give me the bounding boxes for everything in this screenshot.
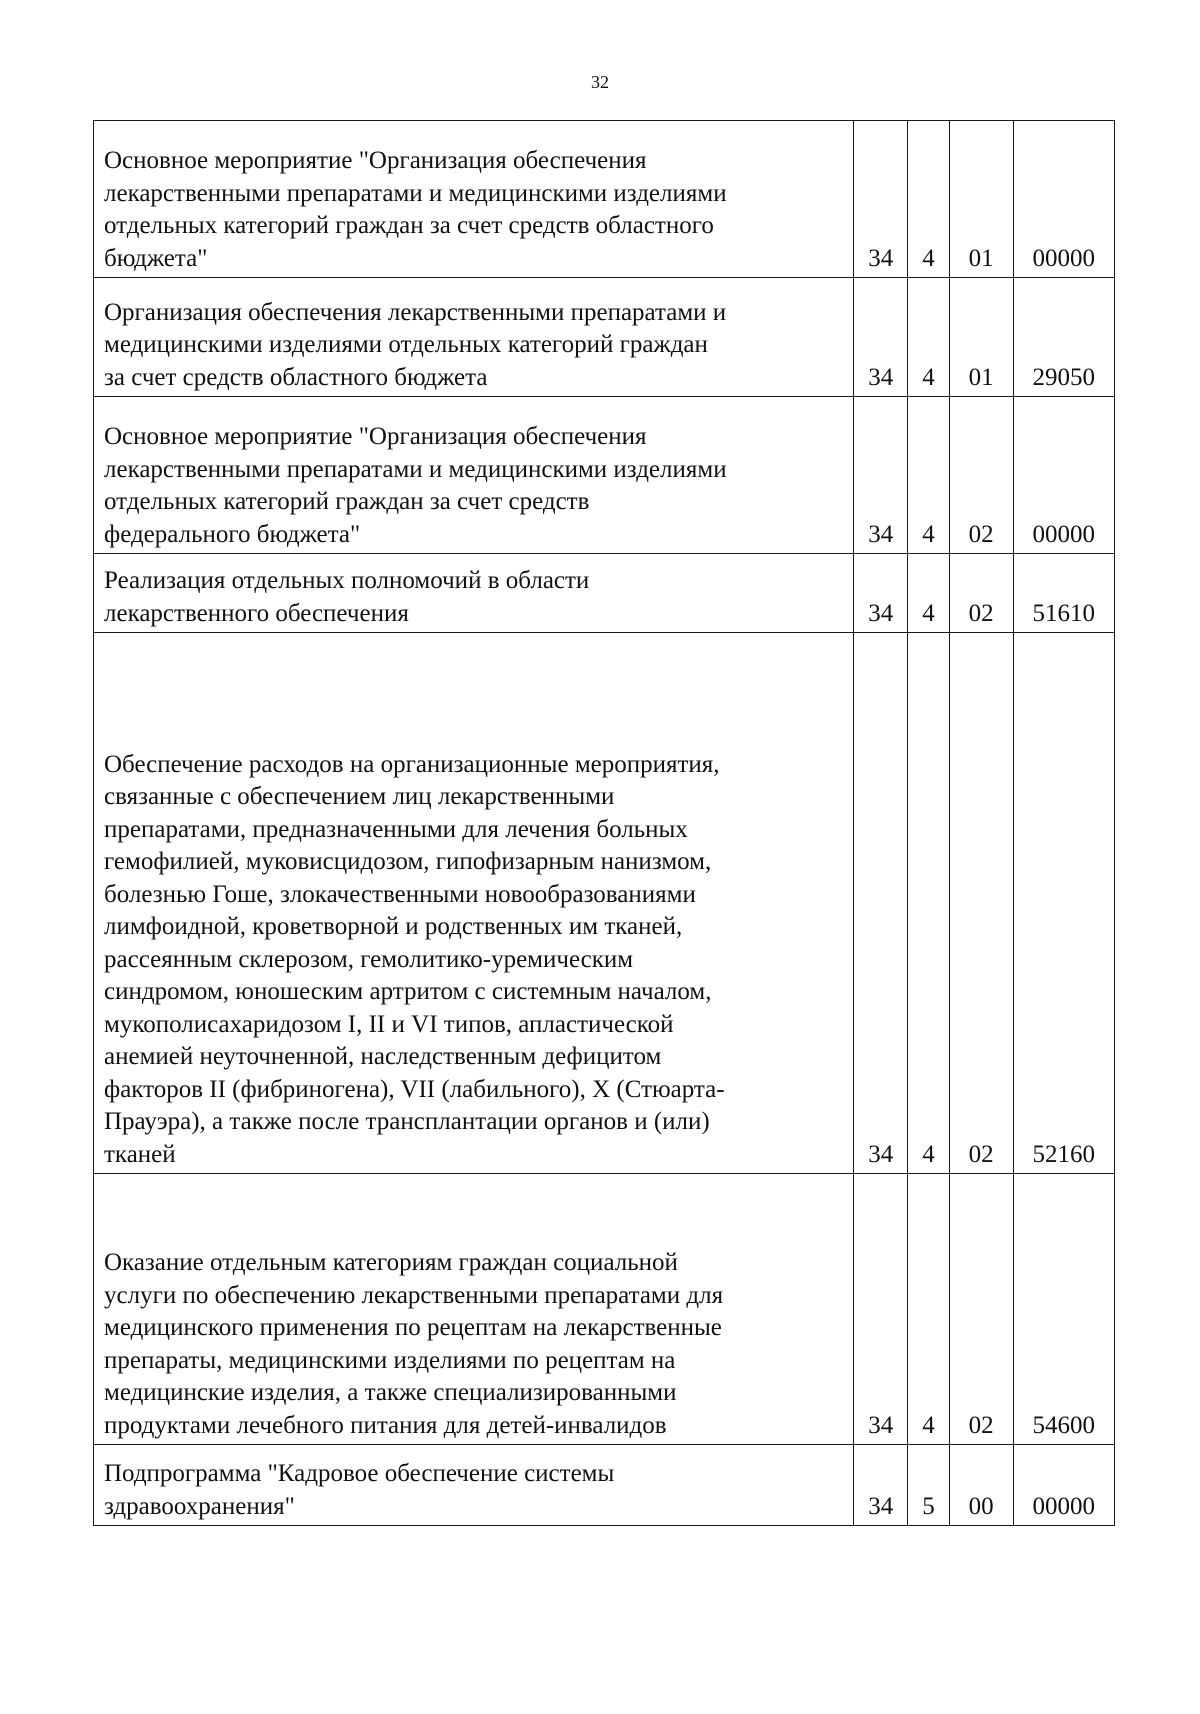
row-description: [94, 1174, 854, 1445]
description-line: медицинские изделия, а также специализированными: [104, 1379, 677, 1406]
description-line: за счет средств областного бюджета: [104, 363, 488, 391]
table-row: [94, 121, 1115, 278]
description-line: синдромом, юношеским артритом с системным началом,: [104, 978, 712, 1005]
description-line: рассеянным склерозом, гемолитико-уремическим: [104, 945, 634, 973]
description-line: связанные с обеспечением лиц лекарственными: [104, 783, 615, 810]
page-number: 32: [591, 72, 609, 92]
table-row: [94, 397, 1115, 554]
code-program: 34: [854, 278, 908, 397]
code-subprogram: 4: [908, 633, 950, 1174]
table-row: [94, 1445, 1115, 1526]
code-activity: 02: [949, 554, 1013, 633]
description-line: медицинскими изделиями отдельных категорий граждан: [104, 331, 708, 358]
code-direction: 00000: [1013, 121, 1114, 278]
description-line: Основное мероприятие "Организация обеспечения: [104, 423, 647, 450]
description-line: Обеспечение расходов на организационные мероприятия,: [104, 750, 720, 778]
description-line: услуги по обеспечению лекарственными препаратами для: [104, 1281, 724, 1309]
budget-classification-table: [93, 120, 1115, 1526]
description-line: препаратами, предназначенными для лечения больных: [104, 815, 688, 843]
description-line: Подпрограмма "Кадровое обеспечение системы: [104, 1460, 615, 1487]
code-subprogram: 4: [908, 397, 950, 554]
code-subprogram: 5: [908, 1445, 950, 1526]
code-direction: 00000: [1013, 1445, 1114, 1526]
row-description: [94, 278, 854, 397]
code-direction: 54600: [1013, 1174, 1114, 1445]
table-row: [94, 1174, 1115, 1445]
description-line: лекарственными препаратами и медицинскими изделиями: [104, 455, 727, 483]
code-activity: 02: [949, 1174, 1013, 1445]
code-direction: 52160: [1013, 633, 1114, 1174]
description-line: отдельных категорий граждан за счет средств: [104, 488, 590, 515]
row-description: [94, 397, 854, 554]
row-description: [94, 1445, 854, 1526]
description-line: Организация обеспечения лекарственными препаратами и: [104, 298, 727, 326]
code-activity: 01: [949, 278, 1013, 397]
description-line: болезнью Гоше, злокачественными новообразованиями: [104, 880, 696, 908]
description-line: Оказание отдельным категориям граждан социальной: [104, 1249, 678, 1276]
code-program: 34: [854, 1445, 908, 1526]
code-program: 34: [854, 121, 908, 278]
row-description: [94, 121, 854, 278]
code-direction: 00000: [1013, 397, 1114, 554]
table-row: [94, 278, 1115, 397]
code-subprogram: 4: [908, 1174, 950, 1445]
table-row: [94, 633, 1115, 1174]
row-description: [94, 633, 854, 1174]
code-activity: 01: [949, 121, 1013, 278]
code-program: 34: [854, 1174, 908, 1445]
code-activity: 00: [949, 1445, 1013, 1526]
description-line: бюджета": [104, 244, 208, 272]
description-line: здравоохранения": [104, 1492, 295, 1520]
code-activity: 02: [949, 397, 1013, 554]
description-line: Основное мероприятие "Организация обеспечения: [104, 147, 647, 174]
code-activity: 02: [949, 633, 1013, 1174]
description-line: мукополисахаридозом I, II и VI типов, апластической: [104, 1010, 674, 1038]
description-line: медицинского применения по рецептам на лекарственные: [104, 1314, 722, 1341]
description-line: лимфоидной, кроветворной и родственных им тканей,: [104, 913, 683, 940]
code-subprogram: 4: [908, 554, 950, 633]
code-subprogram: 4: [908, 278, 950, 397]
code-program: 34: [854, 397, 908, 554]
description-line: гемофилией, муковисцидозом, гипофизарным нанизмом,: [104, 848, 712, 875]
description-line: лекарственного обеспечения: [104, 599, 409, 627]
code-program: 34: [854, 633, 908, 1174]
description-line: факторов II (фибриногена), VII (лабильного), X (Стюарта-: [104, 1075, 725, 1103]
description-line: Прауэра), а также после трансплантации органов и (или): [104, 1108, 710, 1135]
table-row: [94, 554, 1115, 633]
row-description: [94, 554, 854, 633]
description-line: отдельных категорий граждан за счет средств областного: [104, 212, 714, 239]
code-direction: 51610: [1013, 554, 1114, 633]
description-line: Реализация отдельных полномочий в области: [104, 567, 590, 594]
description-line: продуктами лечебного питания для детей-инвалидов: [104, 1411, 667, 1439]
code-subprogram: 4: [908, 121, 950, 278]
code-direction: 29050: [1013, 278, 1114, 397]
description-line: препараты, медицинскими изделиями по рецептам на: [104, 1346, 676, 1374]
description-line: лекарственными препаратами и медицинскими изделиями: [104, 179, 727, 207]
description-line: анемией неуточненной, наследственным дефицитом: [104, 1043, 662, 1070]
description-line: федерального бюджета": [104, 520, 361, 548]
description-line: тканей: [104, 1140, 176, 1168]
code-program: 34: [854, 554, 908, 633]
